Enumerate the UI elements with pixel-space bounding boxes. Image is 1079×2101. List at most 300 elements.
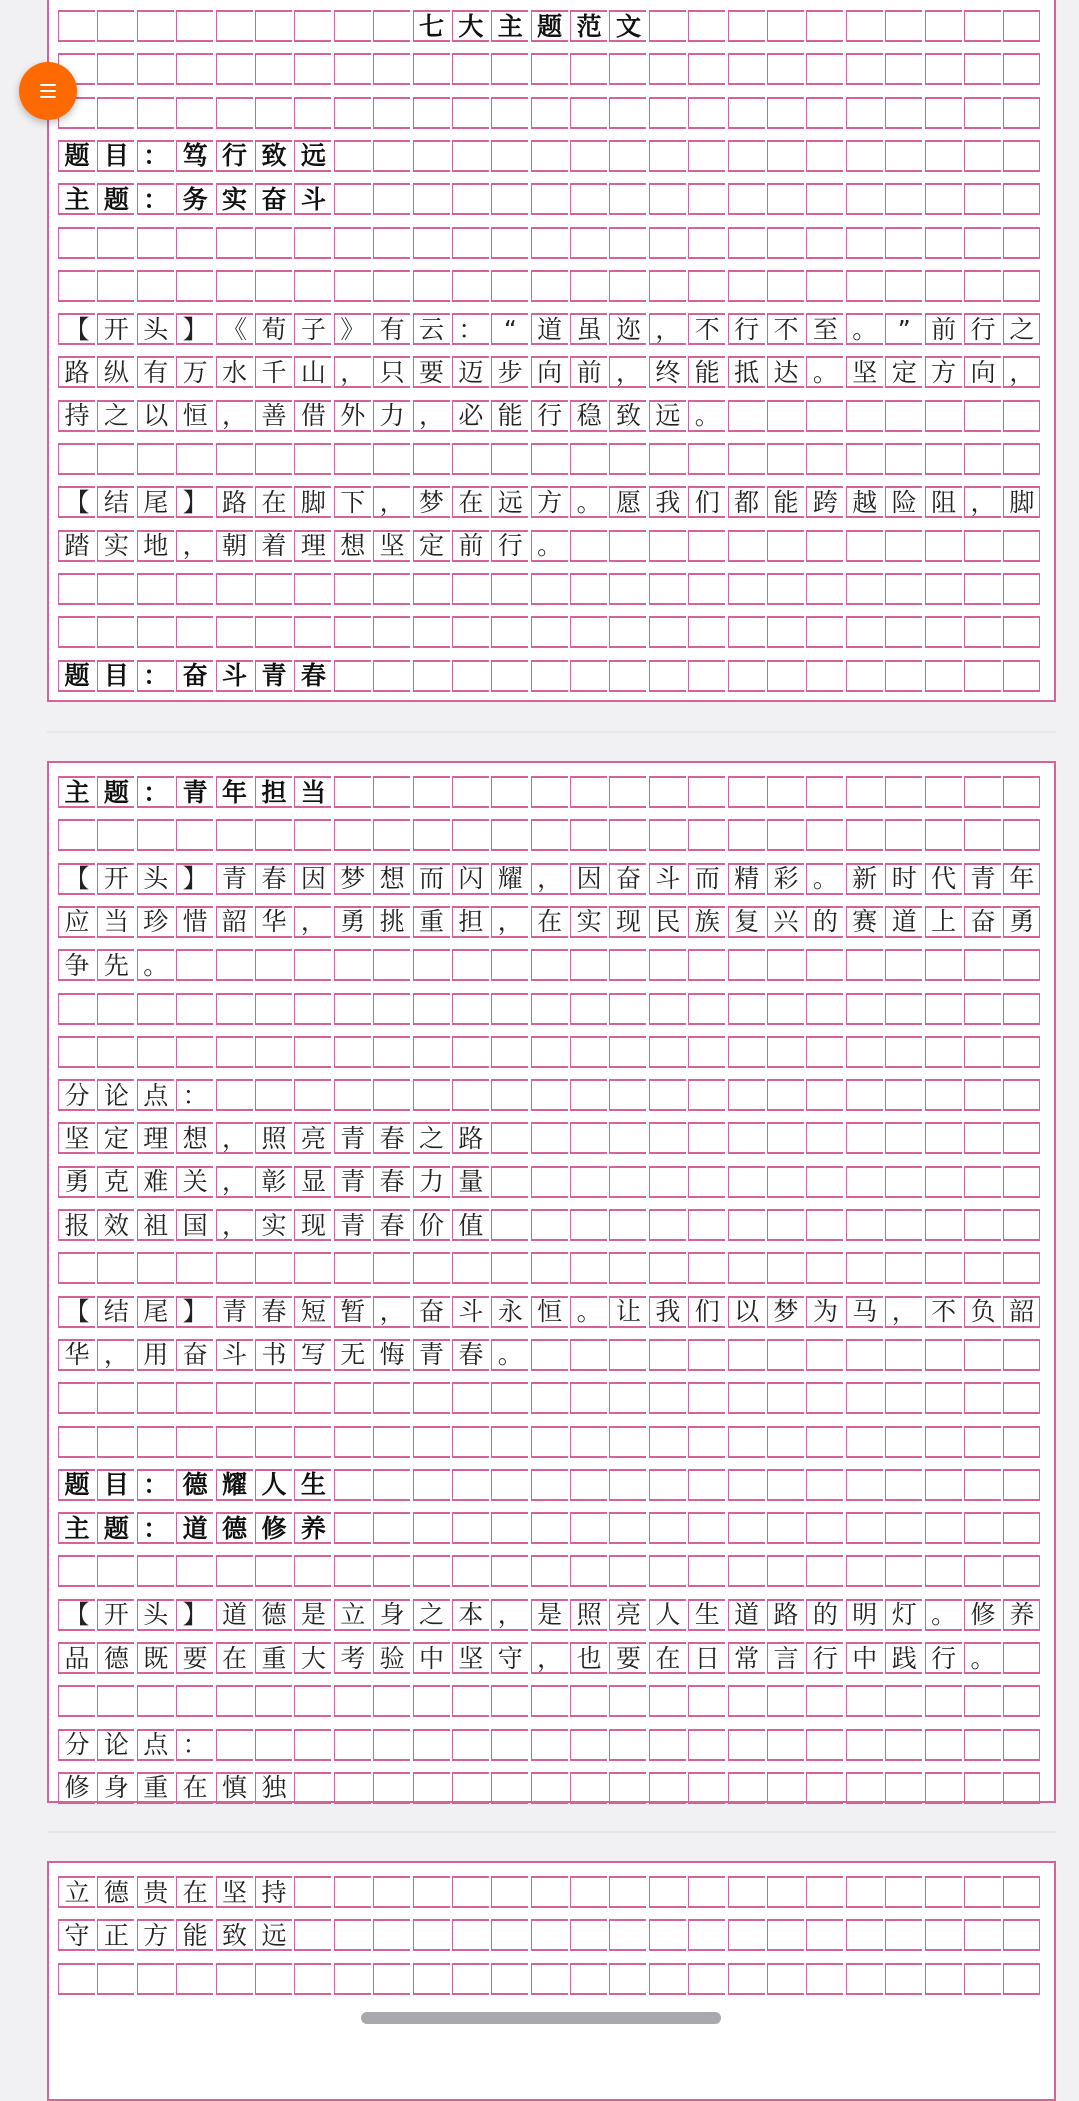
grid-cell: [334, 97, 371, 129]
grid-cell: [649, 183, 686, 215]
grid-cell: [1003, 1642, 1040, 1674]
grid-cell: [649, 1555, 686, 1587]
grid-cell: [373, 949, 410, 981]
grid-cell: 主: [58, 776, 95, 808]
grid-cell: 人: [649, 1599, 686, 1631]
grid-cell: [452, 776, 489, 808]
grid-cell: [334, 183, 371, 215]
grid-cell: [885, 819, 922, 851]
grid-cell: 行: [806, 1642, 843, 1674]
grid-cell: 千: [255, 356, 292, 388]
grid-cell: 珍: [137, 906, 174, 938]
grid-cell: [97, 1963, 134, 1995]
home-indicator[interactable]: [361, 2012, 721, 2024]
grid-cell: [255, 949, 292, 981]
grid-cell: [294, 270, 331, 302]
grid-cell: [885, 776, 922, 808]
grid-cell: [806, 1729, 843, 1761]
grid-cell: ，: [334, 356, 371, 388]
grid-cell: [649, 1252, 686, 1284]
grid-cell: [728, 949, 765, 981]
grid-cell: 坚: [58, 1122, 95, 1154]
grid-cell: 在: [531, 906, 568, 938]
grid-cell: 【: [58, 486, 95, 518]
grid-cell: [413, 53, 450, 85]
grid-cell: [137, 443, 174, 475]
grid-cell: [885, 949, 922, 981]
grid-cell: [334, 1919, 371, 1951]
grid-cell: [846, 1919, 883, 1951]
grid-cell: [688, 573, 725, 605]
grid-cell: 斗: [649, 863, 686, 895]
grid-row: [58, 1772, 1046, 1804]
grid-cell: [964, 530, 1001, 562]
grid-cell: 我: [649, 1296, 686, 1328]
grid-cell: [688, 530, 725, 562]
grid-cell: [1003, 10, 1040, 42]
grid-cell: [806, 227, 843, 259]
grid-cell: [413, 1512, 450, 1544]
grid-cell: [846, 1122, 883, 1154]
grid-cell: [334, 1036, 371, 1068]
grid-cell: [413, 993, 450, 1025]
grid-cell: [176, 949, 213, 981]
grid-cell: [925, 1772, 962, 1804]
grid-row: [58, 1036, 1046, 1068]
grid-cell: 实: [570, 906, 607, 938]
grid-row: [58, 1555, 1046, 1587]
grid-cell: [58, 1685, 95, 1717]
grid-cell: [964, 1772, 1001, 1804]
grid-cell: [531, 227, 568, 259]
grid-cell: 至: [806, 313, 843, 345]
grid-cell: [334, 140, 371, 172]
grid-cell: [491, 1876, 528, 1908]
grid-cell: 越: [846, 486, 883, 518]
grid-cell: [452, 53, 489, 85]
grid-row: [58, 97, 1046, 129]
grid-cell: 。: [806, 863, 843, 895]
grid-cell: 题: [97, 1512, 134, 1544]
grid-cell: [491, 227, 528, 259]
grid-cell: 恒: [531, 1296, 568, 1328]
grid-cell: [964, 1555, 1001, 1587]
grid-cell: [925, 1382, 962, 1414]
grid-row: [58, 616, 1046, 648]
grid-cell: [1003, 819, 1040, 851]
grid-cell: [846, 616, 883, 648]
grid-cell: [216, 1555, 253, 1587]
grid-cell: [216, 1252, 253, 1284]
grid-cell: 方: [531, 486, 568, 518]
grid-cell: [413, 1426, 450, 1458]
grid-cell: 们: [688, 486, 725, 518]
grid-row: [58, 573, 1046, 605]
grid-cell: [531, 1555, 568, 1587]
grid-cell: [97, 993, 134, 1025]
floating-menu-button[interactable]: [19, 62, 77, 120]
grid-cell: [885, 530, 922, 562]
grid-cell: [688, 1729, 725, 1761]
grid-cell: 青: [964, 863, 1001, 895]
grid-cell: 力: [413, 1166, 450, 1198]
grid-cell: 言: [767, 1642, 804, 1674]
grid-cell: [609, 993, 646, 1025]
grid-cell: 题: [58, 660, 95, 692]
grid-cell: [964, 183, 1001, 215]
grid-cell: 理: [137, 1122, 174, 1154]
grid-cell: 致: [609, 400, 646, 432]
grid-cell: [452, 949, 489, 981]
grid-cell: [885, 97, 922, 129]
grid-cell: 题: [531, 10, 568, 42]
grid-cell: [373, 10, 410, 42]
grid-cell: [846, 1876, 883, 1908]
grid-cell: [609, 660, 646, 692]
grid-cell: [570, 1729, 607, 1761]
grid-cell: [885, 1876, 922, 1908]
grid-cell: [964, 227, 1001, 259]
grid-cell: [925, 1166, 962, 1198]
grid-cell: [767, 776, 804, 808]
grid-cell: [767, 819, 804, 851]
grid-cell: 在: [255, 486, 292, 518]
grid-cell: [964, 1166, 1001, 1198]
grid-cell: [806, 140, 843, 172]
grid-cell: [925, 1209, 962, 1241]
grid-cell: [1003, 1122, 1040, 1154]
grid-cell: [531, 53, 568, 85]
grid-cell: [925, 270, 962, 302]
grid-cell: [964, 660, 1001, 692]
grid-cell: [413, 1685, 450, 1717]
grid-cell: [137, 1036, 174, 1068]
grid-cell: 。: [491, 1339, 528, 1371]
grid-cell: [767, 1469, 804, 1501]
grid-cell: 德: [97, 1642, 134, 1674]
grid-cell: [491, 1555, 528, 1587]
grid-cell: 国: [176, 1209, 213, 1241]
grid-cell: [767, 10, 804, 42]
grid-cell: 德: [97, 1876, 134, 1908]
grid-cell: [846, 530, 883, 562]
grid-cell: [767, 573, 804, 605]
grid-cell: [806, 1512, 843, 1544]
grid-cell: [491, 140, 528, 172]
grid-cell: [491, 1685, 528, 1717]
grid-cell: [688, 1036, 725, 1068]
grid-cell: 要: [609, 1642, 646, 1674]
grid-cell: [255, 1252, 292, 1284]
grid-cell: [688, 140, 725, 172]
grid-cell: 能: [688, 356, 725, 388]
grid-cell: [885, 1166, 922, 1198]
grid-cell: 德: [255, 1599, 292, 1631]
grid-cell: [58, 1382, 95, 1414]
grid-cell: 应: [58, 906, 95, 938]
grid-cell: [216, 1426, 253, 1458]
grid-cell: [728, 993, 765, 1025]
grid-cell: 而: [688, 863, 725, 895]
grid-cell: [58, 819, 95, 851]
grid-row: [58, 1642, 1046, 1674]
grid-cell: [925, 97, 962, 129]
grid-cell: [767, 1555, 804, 1587]
grid-cell: [452, 1555, 489, 1587]
grid-cell: 步: [491, 356, 528, 388]
grid-cell: [176, 10, 213, 42]
grid-row: [58, 1166, 1046, 1198]
grid-cell: [649, 1729, 686, 1761]
grid-cell: [649, 1963, 686, 1995]
grid-cell: [767, 1209, 804, 1241]
grid-cell: [491, 1729, 528, 1761]
grid-cell: 云: [413, 313, 450, 345]
grid-cell: 韶: [216, 906, 253, 938]
grid-cell: 中: [413, 1642, 450, 1674]
grid-cell: 春: [255, 1296, 292, 1328]
grid-cell: [767, 1382, 804, 1414]
grid-cell: [373, 616, 410, 648]
grid-cell: 之: [1003, 313, 1040, 345]
grid-cell: [925, 1919, 962, 1951]
grid-cell: [176, 1555, 213, 1587]
grid-cell: [570, 573, 607, 605]
grid-cell: [97, 1426, 134, 1458]
grid-cell: [925, 1876, 962, 1908]
grid-cell: 愿: [609, 486, 646, 518]
grid-cell: “: [491, 313, 528, 345]
grid-row: [58, 270, 1046, 302]
grid-cell: [491, 1036, 528, 1068]
grid-cell: [1003, 530, 1040, 562]
grid-cell: 目: [97, 1469, 134, 1501]
grid-cell: 生: [294, 1469, 331, 1501]
grid-cell: [373, 140, 410, 172]
grid-cell: 们: [688, 1296, 725, 1328]
grid-cell: [570, 1772, 607, 1804]
grid-cell: [97, 1382, 134, 1414]
grid-cell: [964, 1729, 1001, 1761]
grid-cell: [373, 1729, 410, 1761]
grid-cell: 向: [964, 356, 1001, 388]
grid-cell: 头: [137, 313, 174, 345]
grid-cell: [885, 1079, 922, 1111]
grid-cell: [688, 1963, 725, 1995]
grid-cell: [649, 1426, 686, 1458]
grid-cell: [846, 1252, 883, 1284]
grid-cell: [1003, 1079, 1040, 1111]
grid-cell: 实: [97, 530, 134, 562]
grid-cell: [846, 183, 883, 215]
grid-cell: 惜: [176, 906, 213, 938]
grid-cell: [767, 400, 804, 432]
grid-cell: [649, 1122, 686, 1154]
grid-cell: [531, 1919, 568, 1951]
grid-cell: [767, 443, 804, 475]
grid-cell: [767, 1919, 804, 1951]
grid-cell: [531, 270, 568, 302]
grid-cell: [570, 1555, 607, 1587]
grid-cell: [491, 573, 528, 605]
grid-cell: [846, 400, 883, 432]
grid-cell: [97, 10, 134, 42]
grid-cell: 【: [58, 863, 95, 895]
grid-cell: [452, 183, 489, 215]
grid-cell: 坚: [452, 1642, 489, 1674]
grid-cell: [570, 443, 607, 475]
grid-cell: [373, 1382, 410, 1414]
grid-cell: [806, 1036, 843, 1068]
grid-cell: [373, 1252, 410, 1284]
grid-cell: [491, 1079, 528, 1111]
grid-cell: [255, 1963, 292, 1995]
grid-cell: [728, 1963, 765, 1995]
grid-cell: [609, 1209, 646, 1241]
grid-cell: 。: [570, 486, 607, 518]
grid-cell: 能: [491, 400, 528, 432]
grid-row: [58, 906, 1046, 938]
grid-cell: [531, 1252, 568, 1284]
grid-cell: 为: [806, 1296, 843, 1328]
grid-cell: [137, 1555, 174, 1587]
grid-cell: [649, 949, 686, 981]
grid-cell: [216, 97, 253, 129]
grid-cell: 报: [58, 1209, 95, 1241]
grid-cell: 关: [176, 1166, 213, 1198]
grid-cell: 青: [176, 776, 213, 808]
grid-cell: [334, 1772, 371, 1804]
grid-cell: [491, 993, 528, 1025]
grid-cell: [334, 993, 371, 1025]
grid-cell: [767, 949, 804, 981]
grid-cell: [964, 97, 1001, 129]
grid-cell: 践: [885, 1642, 922, 1674]
grid-row: [58, 1729, 1046, 1761]
grid-cell: [688, 1339, 725, 1371]
grid-cell: [649, 1919, 686, 1951]
grid-cell: [1003, 993, 1040, 1025]
grid-cell: [491, 616, 528, 648]
grid-cell: [846, 1555, 883, 1587]
grid-cell: [452, 1512, 489, 1544]
grid-cell: [97, 227, 134, 259]
grid-cell: 写: [294, 1339, 331, 1371]
grid-cell: 行: [491, 530, 528, 562]
grid-cell: 验: [373, 1642, 410, 1674]
grid-cell: [137, 270, 174, 302]
grid-cell: [570, 993, 607, 1025]
grid-cell: [531, 1469, 568, 1501]
grid-cell: [846, 1772, 883, 1804]
grid-cell: [964, 1512, 1001, 1544]
grid-cell: [806, 819, 843, 851]
grid-cell: [1003, 1426, 1040, 1458]
grid-cell: [294, 443, 331, 475]
grid-cell: 万: [176, 356, 213, 388]
grid-cell: 结: [97, 1296, 134, 1328]
grid-cell: [609, 270, 646, 302]
grid-cell: [885, 1209, 922, 1241]
grid-cell: [609, 1036, 646, 1068]
grid-cell: 。: [137, 949, 174, 981]
grid-cell: [609, 573, 646, 605]
grid-cell: [373, 270, 410, 302]
grid-cell: [452, 1919, 489, 1951]
grid-cell: ：: [176, 1729, 213, 1761]
grid-cell: 年: [1003, 863, 1040, 895]
grid-cell: [491, 183, 528, 215]
grid-cell: [688, 660, 725, 692]
grid-cell: 勇: [334, 906, 371, 938]
grid-cell: [1003, 1963, 1040, 1995]
grid-cell: 路: [452, 1122, 489, 1154]
grid-cell: 在: [216, 1642, 253, 1674]
grid-cell: [767, 140, 804, 172]
grid-cell: [964, 443, 1001, 475]
grid-cell: 青: [334, 1209, 371, 1241]
grid-cell: [885, 1036, 922, 1068]
grid-cell: [767, 993, 804, 1025]
grid-cell: [413, 1919, 450, 1951]
grid-cell: [846, 1963, 883, 1995]
grid-cell: [649, 1512, 686, 1544]
grid-cell: [846, 1685, 883, 1717]
grid-cell: [176, 819, 213, 851]
grid-cell: 方: [137, 1919, 174, 1951]
grid-cell: 题: [58, 140, 95, 172]
grid-cell: [1003, 949, 1040, 981]
grid-cell: 笃: [176, 140, 213, 172]
grid-cell: 要: [176, 1642, 213, 1674]
grid-cell: [570, 1685, 607, 1717]
grid-cell: 重: [413, 906, 450, 938]
grid-cell: 是: [294, 1599, 331, 1631]
grid-cell: [806, 1079, 843, 1111]
grid-cell: 纵: [97, 356, 134, 388]
grid-cell: [806, 573, 843, 605]
grid-cell: ，: [1003, 356, 1040, 388]
grid-cell: [609, 53, 646, 85]
grid-cell: [688, 1166, 725, 1198]
grid-row: [58, 183, 1046, 215]
grid-cell: [491, 1166, 528, 1198]
grid-cell: 务: [176, 183, 213, 215]
grid-cell: [58, 1426, 95, 1458]
grid-cell: [58, 616, 95, 648]
grid-cell: [58, 1555, 95, 1587]
grid-cell: 【: [58, 1296, 95, 1328]
grid-cell: [964, 1122, 1001, 1154]
grid-cell: [334, 1555, 371, 1587]
grid-cell: ，: [531, 863, 568, 895]
grid-cell: [649, 530, 686, 562]
grid-cell: 日: [688, 1642, 725, 1674]
grid-cell: 稳: [570, 400, 607, 432]
grid-cell: 斗: [294, 183, 331, 215]
grid-cell: [846, 140, 883, 172]
grid-cell: [137, 1685, 174, 1717]
grid-cell: 道: [216, 1599, 253, 1631]
grid-cell: 族: [688, 906, 725, 938]
grid-cell: [334, 227, 371, 259]
grid-cell: [609, 1079, 646, 1111]
grid-cell: [255, 227, 292, 259]
grid-cell: [531, 183, 568, 215]
grid-cell: [531, 819, 568, 851]
grid-cell: [925, 1426, 962, 1458]
grid-cell: 尾: [137, 486, 174, 518]
